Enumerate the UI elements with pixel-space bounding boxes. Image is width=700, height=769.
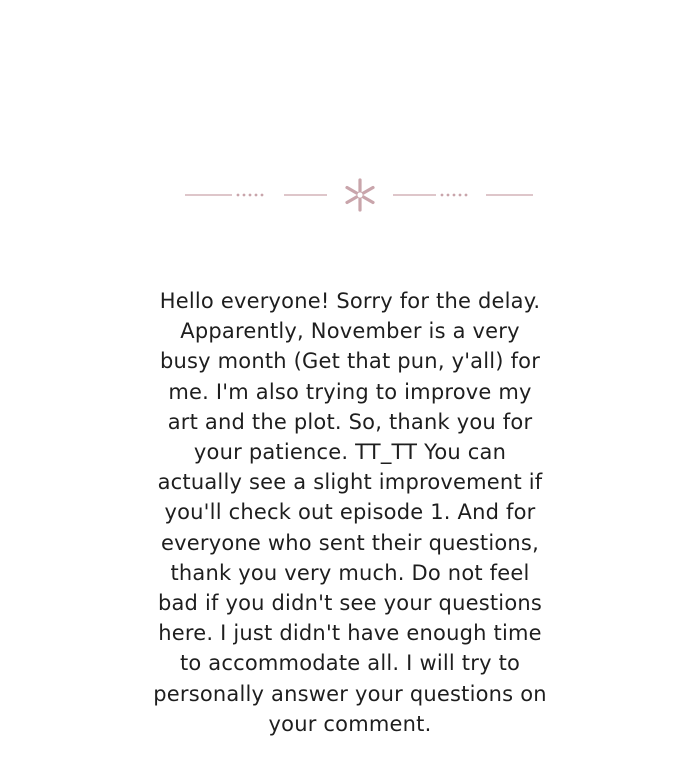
divider-dot — [255, 194, 258, 197]
message-line: personally answer your questions on — [153, 681, 547, 706]
message-line: me. I'm also trying to improve my — [168, 379, 532, 404]
divider-dot — [453, 194, 456, 197]
message-line: your comment. — [268, 711, 432, 736]
message-line: everyone who sent their questions, — [161, 530, 539, 555]
message-line: to accommodate all. I will try to — [179, 651, 521, 676]
divider-right — [393, 194, 533, 197]
divider-dot — [243, 194, 246, 197]
divider-dot — [441, 194, 444, 197]
message-line: your patience. TT_TT You can — [193, 440, 507, 465]
divider-dot — [459, 194, 462, 197]
author-message — [60, 286, 640, 739]
message-line: actually see a slight improvement if — [157, 470, 543, 495]
divider-dot — [237, 194, 240, 197]
message-line: you'll check out episode 1. And for — [164, 500, 536, 525]
divider-dot — [465, 194, 468, 197]
divider-dot — [447, 194, 450, 197]
message-line: bad if you didn't see your questions — [157, 591, 543, 616]
divider-dot — [249, 194, 252, 197]
message-line: thank you very much. Do not feel — [170, 560, 530, 585]
asterisk-flower-icon — [347, 180, 373, 210]
message-line: busy month (Get that pun, y'all) for — [159, 349, 541, 374]
message-line: here. I just didn't have enough time — [158, 621, 542, 646]
divider-left — [185, 194, 327, 197]
message-line: Apparently, November is a very — [180, 319, 520, 344]
message-line: Hello everyone! Sorry for the delay. — [159, 289, 541, 313]
divider-dot — [261, 194, 264, 197]
ornamental-divider — [0, 170, 700, 220]
message-line: art and the plot. So, thank you for — [167, 409, 533, 434]
